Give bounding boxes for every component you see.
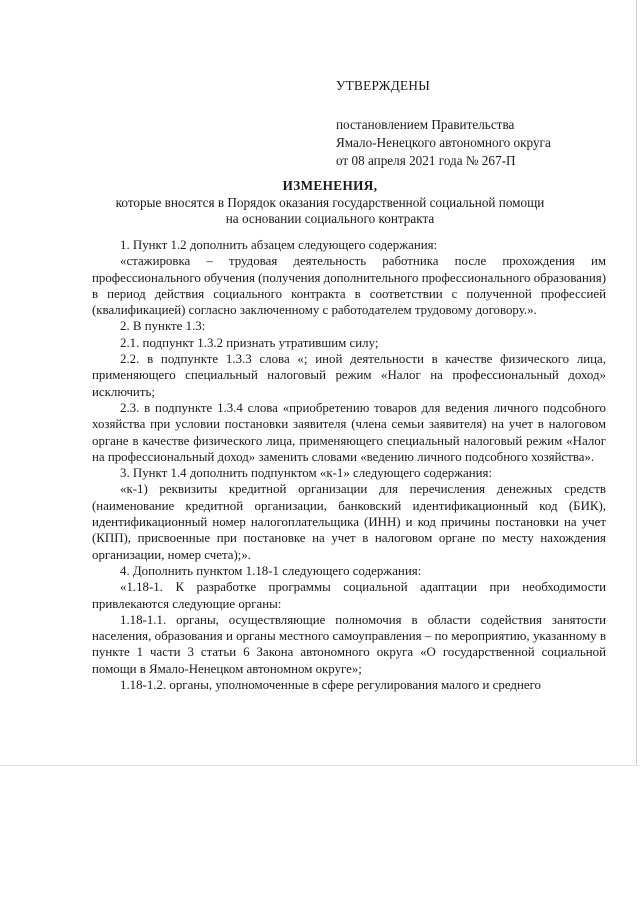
blank-area	[0, 765, 640, 906]
approval-line: постановлением Правительства	[336, 117, 515, 132]
paragraph: 4. Дополнить пунктом 1.18-1 следующего содержания:	[120, 563, 422, 578]
heading-subtitle: на основании социального контракта	[225, 211, 435, 226]
page-edge	[636, 0, 637, 765]
heading-main: ИЗМЕНЕНИЯ,	[282, 178, 378, 193]
paragraph: 1.18-1.1. органы, осуществляющие полномочия в области содействия занятости населения, образования и органы местного самоуправления – по мероприятию, указанному в пункте 1 части 3 статьи 6 Закона автономного округа «О государственной социальной помощи в Ямало-Ненецком автономном округе»;	[92, 612, 606, 676]
approval-title: УТВЕРЖДЕНЫ	[336, 78, 431, 93]
paragraph: «к-1) реквизиты кредитной организации для перечисления денежных средств (наименование кредитной организации, банковский идентификационный код (БИК), идентификационный номер налогоплательщика (ИНН) и код причины постановки на учет (КПП), присвоенные при постановке на учет в налоговом органе по месту нахождения организации, номер счета);».	[92, 482, 606, 562]
paragraph: 2. В пункте 1.3:	[120, 319, 206, 334]
document-heading	[60, 178, 600, 228]
paragraph: 2.1. подпункт 1.3.2 признать утратившим силу;	[120, 335, 379, 350]
approval-line: от 08 апреля 2021 года № 267-П	[336, 153, 516, 168]
paragraph: «1.18-1. К разработке программы социальной адаптации при необходимости привлекаются следующие органы:	[92, 580, 606, 611]
paragraph: 3. Пункт 1.4 дополнить подпунктом «к-1» следующего содержания:	[120, 466, 493, 481]
paragraph: «стажировка – трудовая деятельность работника после прохождения им профессионального обучения (получения дополнительного профессионального образования) в период действия социального контракта в соответствии с полученной профессией (квалификацией) согласно заключенному с работодателем трудовому договору.».	[92, 254, 606, 318]
approval-line: Ямало-Ненецкого автономного округа	[336, 135, 551, 150]
paragraph: 2.3. в подпункте 1.3.4 слова «приобретению товаров для ведения личного подсобного хозяйства при условии постановки заявителя (члена семьи заявителя) на учет в налоговом органе в качестве физического лица, применяющего специальный налоговый режим «Налог на профессиональный доход» заменить словами «ведению личного подсобного хозяйства».	[92, 400, 606, 464]
paragraph: 1. Пункт 1.2 дополнить абзацем следующего содержания:	[120, 238, 438, 252]
approval-block	[336, 77, 551, 170]
document-body	[92, 237, 606, 693]
paragraph: 2.2. в подпункте 1.3.3 слова «; иной деятельности в качестве физического лица, применяющего специальный налоговый режим «Налог на профессиональный доход» исключить;	[92, 352, 606, 399]
heading-subtitle: которые вносятся в Порядок оказания государственной социальной помощи	[115, 194, 545, 210]
paragraph: 1.18-1.2. органы, уполномоченные в сфере регулирования малого и среднего	[120, 678, 541, 693]
